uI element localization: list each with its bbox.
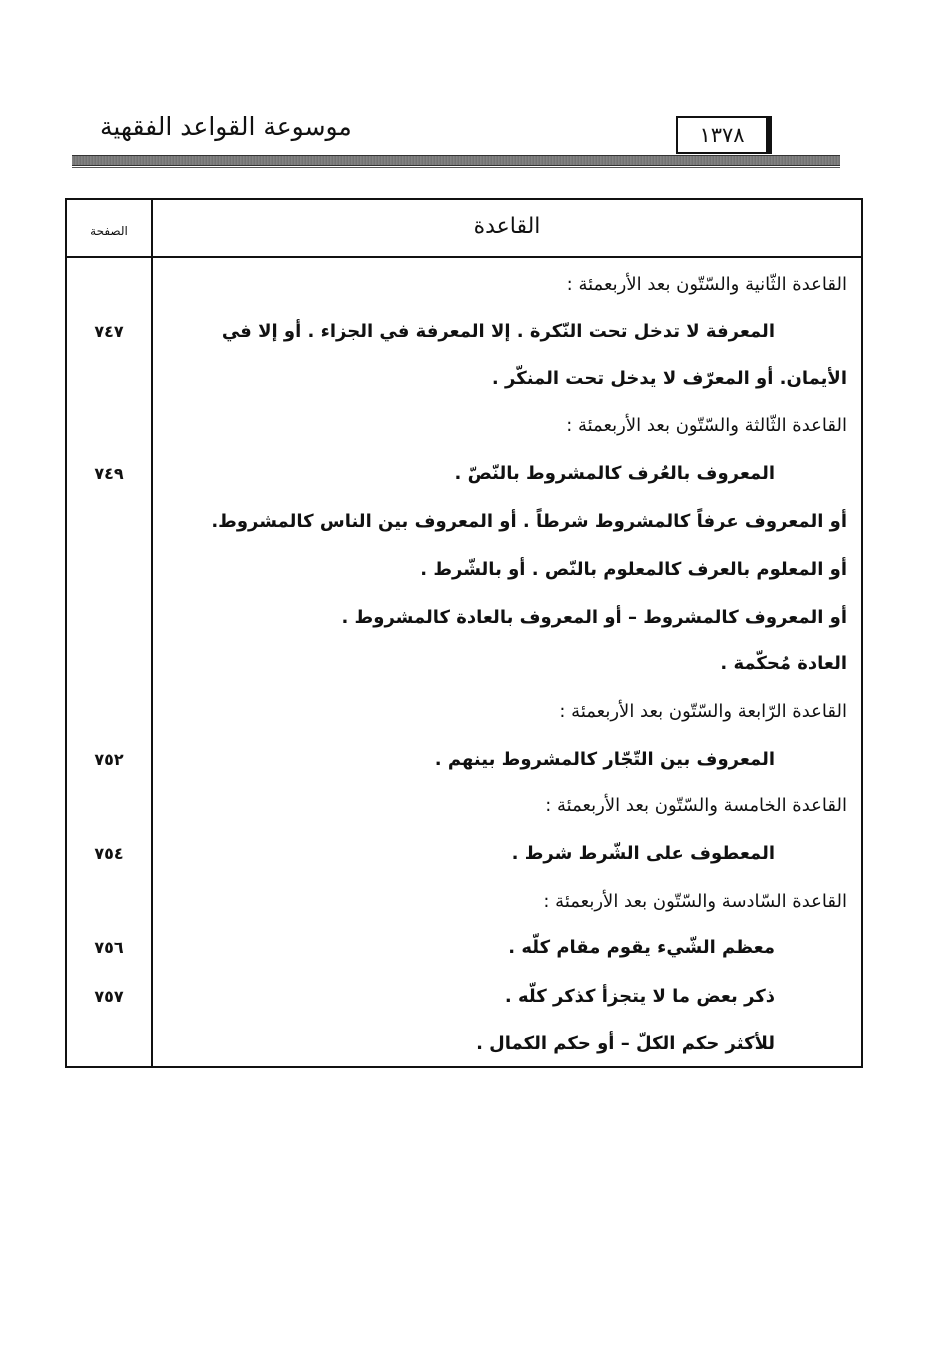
table-row-text: للأكثر حكم الكلّ – أو حكم الكمال . (476, 1033, 775, 1054)
table-row-text: الأيمان. أو المعرّف لا يدخل تحت المنكّر . (491, 368, 847, 389)
table-row-text: القاعدة الرّابعة والسّتّون بعد الأربعمئة : (559, 701, 847, 722)
table-row-page: ٧٥٦ (94, 938, 124, 957)
table-row-text: المعروف بين التّجّار كالمشروط بينهم . (434, 749, 775, 770)
table-row-text: المعروف بالعُرف كالمشروط بالنّصّ . (454, 463, 775, 484)
table-row-text: القاعدة الثّانية والسّتّون بعد الأربعمئة : (566, 274, 847, 295)
header-rule (72, 167, 840, 168)
header-decorative-bar (72, 155, 840, 166)
page-number-box: ١٣٧٨ (676, 116, 772, 154)
table-row-text: القاعدة السّادسة والسّتّون بعد الأربعمئة : (543, 891, 847, 912)
running-header-title: موسوعة القواعد الفقهية (100, 112, 352, 141)
table-row-text: المعرفة لا تدخل تحت النّكرة . إلا المعرفة في الجزاء . أو إلا في (221, 321, 775, 342)
table-row-text: العادة مُحكّمة . (720, 653, 847, 674)
table-row-text: أو المعلوم بالعرف كالمعلوم بالنّص . أو بالشّرط . (420, 559, 847, 580)
table-row-text: أو المعروف عرفاً كالمشروط شرطاً . أو المعروف بين الناس كالمشروط. (211, 511, 847, 532)
index-table (65, 198, 863, 1068)
table-row-page: ٧٤٧ (94, 322, 124, 341)
table-row-text: القاعدة الثّالثة والسّتّون بعد الأربعمئة : (566, 415, 847, 436)
table-row-page: ٧٤٩ (94, 464, 124, 483)
table-row-page: ٧٥٤ (94, 844, 124, 863)
column-divider (151, 200, 153, 1066)
table-row-text: المعطوف على الشّرط شرط . (511, 843, 775, 864)
header-row-divider (67, 256, 861, 258)
column-header-page: الصفحة (90, 224, 128, 238)
table-row-text: أو المعروف كالمشروط – أو المعروف بالعادة كالمشروط . (341, 607, 847, 628)
table-row-page: ٧٥٧ (94, 987, 124, 1006)
table-row-page: ٧٥٢ (94, 750, 124, 769)
column-header-rule: القاعدة (473, 214, 541, 239)
table-row-text: القاعدة الخامسة والسّتّون بعد الأربعمئة : (545, 795, 847, 816)
table-row-text: معظم الشّيء يقوم مقام كلّه . (508, 937, 775, 958)
table-row-text: ذكر بعض ما لا يتجزأ كذكر كلّه . (504, 986, 775, 1007)
